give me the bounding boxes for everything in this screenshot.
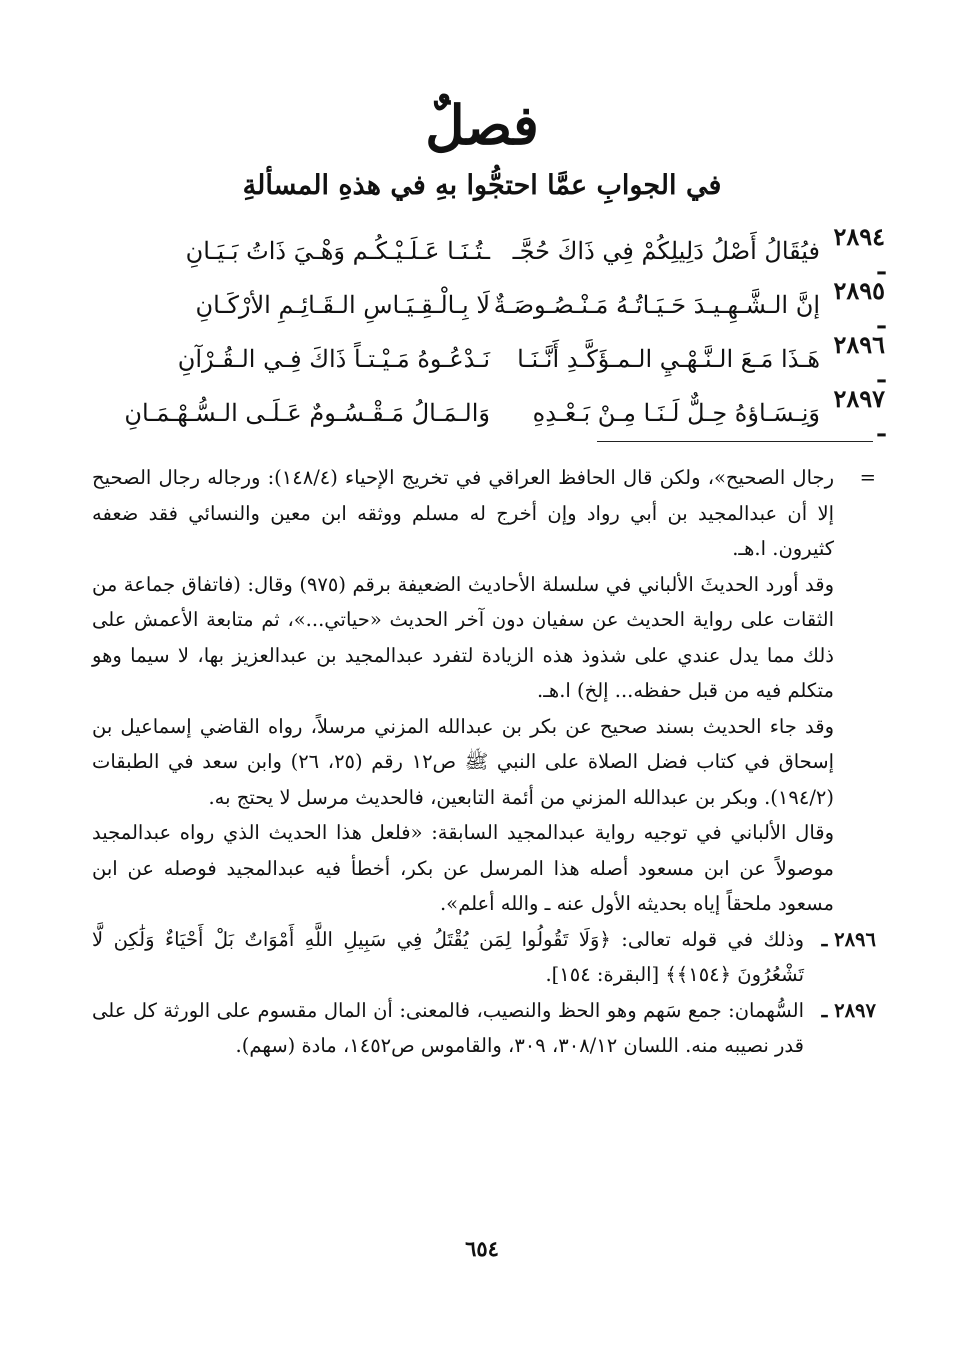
verse-number: ٢٨٩٤ ـ — [833, 222, 885, 280]
verse-second-hemistich: نَـدْعُـوهُ مَـيْـتـاً ذَاكَ فِـي الـقُـرْآنِ — [177, 345, 490, 373]
footnote-text: وذلك في قوله تعالى: ﴿وَلَا تَقُولُوا لِمَن يُقْتَلُ فِي سَبِيلِ اللَّهِ أَمْوَاتٌ بَلْ أَحْيَاءٌ وَلَٰكِن لَّا تَشْعُرُونَ ﴿١٥٤﴾﴾ [البقرة: ١٥٤]. — [92, 927, 804, 986]
footnote-text: السُّهمان: جمع سَهم وهو الحظ والنصيب، فالمعنى: أن المال مقسوم على الورثة كل على قدر نصيبه منه. اللسان ٣٠٨/١٢، ٣٠٩، والقاموس ص١٤٥٢، مادة (سهم). — [92, 998, 804, 1057]
section-heading: فصلٌ — [425, 93, 539, 157]
poem-verses — [85, 224, 885, 440]
footnotes-section — [92, 460, 876, 1064]
verse-first-hemistich: وَنِـسَـاؤهُ حِـلٌّ لَـنَـا مِـنْ بَـعْـدِهِ — [532, 399, 820, 427]
verse-number: ٢٨٩٦ ـ — [833, 330, 885, 388]
verse-second-hemistich: ـتُـنَـا عَـلَـيْـكُـم وَهْـيَ ذَاتُ بَـيَـانِ — [185, 237, 490, 265]
verse-second-hemistich: لَا بِـالْـقِـيَـاسِ الـقَـائِـمِ الأرْكَـانِ — [195, 291, 490, 319]
footnote-paragraph: رجال الصحيح»، ولكن قال الحافظ العراقي في تخريج الإحياء (١٤٨/٤): ورجاله رجال الصحيح إلا أن عبدالمجيد بن أبي رواد وإن أخرج له مسلم ووثقه ابن معين والنسائي فقد ضعفه كثيرون. ا.هـ. — [92, 466, 834, 560]
verse-line — [85, 332, 885, 386]
verse-line — [85, 224, 885, 278]
footnote-continuation — [92, 460, 876, 922]
footnote-number: ٢٨٩٧ ـ — [821, 998, 876, 1022]
footnote-separator — [597, 441, 873, 442]
verse-line — [85, 278, 885, 332]
verse-first-hemistich: فيُقَالُ أَصْلُ دَلِيلِكُمْ فِي ذَاكَ حُجَّـ — [512, 237, 820, 265]
page-number: ٦٥٤ — [465, 1236, 499, 1261]
footnote-number: ٢٨٩٦ ـ — [821, 927, 876, 951]
footnote-2896 — [92, 922, 876, 993]
footnote-paragraph: وقد أورد الحديثَ الألباني في سلسلة الأحاديث الضعيفة برقم (٩٧٥) وقال: (فاتفاق جماعة من الثقات على رواية الحديث عن سفيان دون آخر الحديث «حياتي...»، ثم متابعة الأعمش على ذلك مما يدل عندي على شذوذ هذه الزيادة لتفرد عبدالمجيد بن عبدالعزيز بها، لا سيما وهو متكلم فيه من قبل حفظه... إلخ) ا.هـ. — [92, 572, 834, 702]
footnote-2897 — [92, 993, 876, 1064]
footnote-paragraph: وقال الألباني في توجيه رواية عبدالمجيد السابقة: «فلعل هذا الحديث الذي رواه عبدالمجيد موصولاً عن ابن مسعود أصله هذا المرسل عن بكر، أخطأ فيه عبدالمجيد فوصله عن ابن مسعود ملحقاً إياه بحديثه الأول عنه ـ والله أعلم». — [92, 821, 834, 915]
continuation-mark: = — [859, 466, 876, 489]
verse-second-hemistich: وَالـمَـالُ مَـقْـسُـومٌ عَـلَـى الـسُّـهْـمَـانِ — [124, 399, 490, 427]
verse-first-hemistich: هَـذَا مَـعَ الـنَّـهْـيِ الـمـؤَكَّـدِ أَنَّـنَـا — [517, 345, 820, 373]
footnote-paragraph: وقد جاء الحديث بسند صحيح عن بكر بن عبدالله المزني مرسلاً، رواه القاضي إسماعيل بن إسحاق في كتاب فضل الصلاة على النبي ﷺ ص١٢ رقم (٢٥، ٢٦) وابن سعد في الطبقات (١٩٤/٢). وبكر بن عبدالله المزني من أئمة التابعين، فالحديث مرسل لا يحتج به. — [92, 714, 834, 809]
section-subtitle: في الجوابِ عمَّا احتجُّوا بهِ في هذهِ المسألةِ — [242, 170, 722, 201]
verse-first-hemistich: إنَّ الـشَّـهِـيـدَ حَـيَـاتُـهُ مَـنْـصُـوصَـةٌ — [493, 291, 820, 319]
verse-number: ٢٨٩٧ ـ — [833, 384, 885, 442]
verse-number: ٢٨٩٥ ـ — [833, 276, 885, 334]
verse-line — [85, 386, 885, 440]
